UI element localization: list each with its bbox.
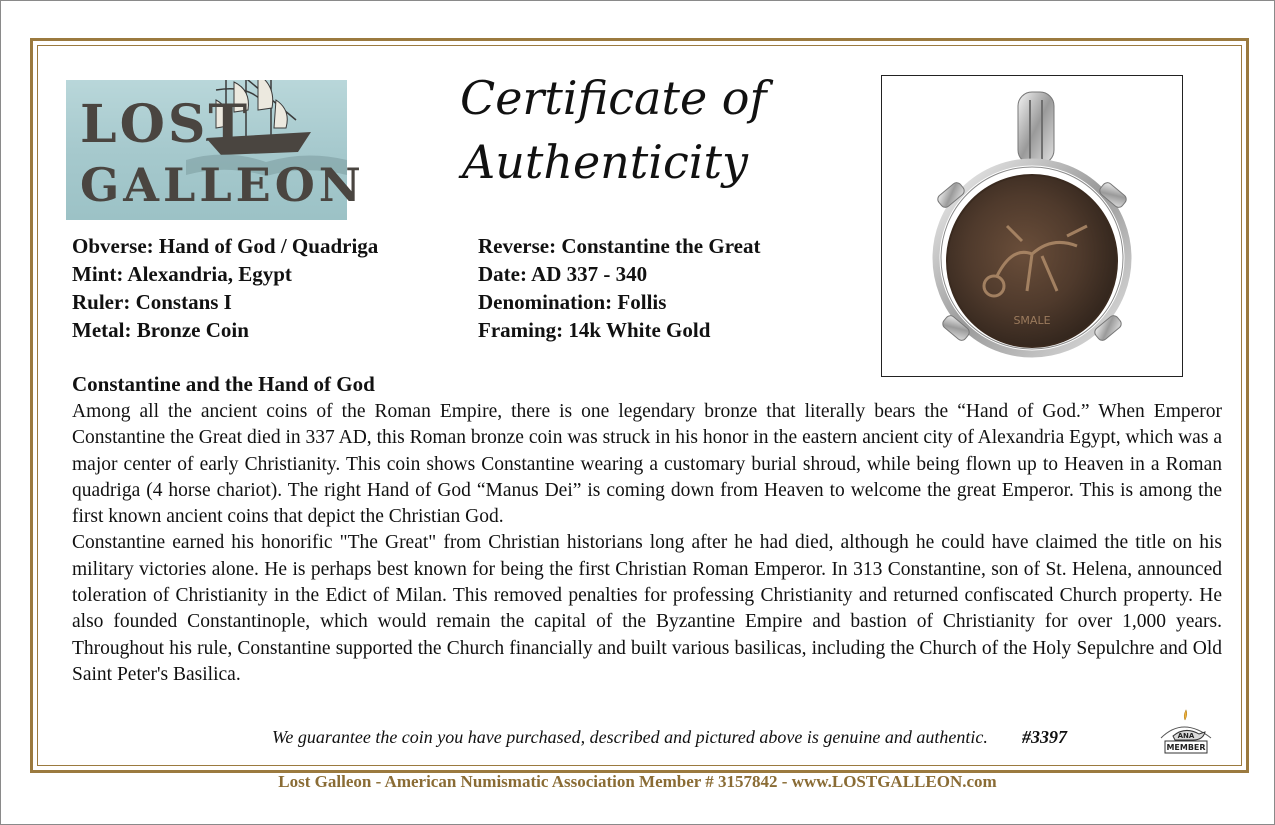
spec-metal: Metal: Bronze Coin: [72, 318, 249, 342]
specs-left-column: [72, 232, 378, 344]
spec-framing: Framing: 14k White Gold: [478, 318, 711, 342]
specs-right-column: [478, 232, 760, 344]
spec-obverse: Obverse: Hand of God / Quadriga: [72, 234, 379, 258]
certificate-number: #3397: [1022, 727, 1067, 747]
description-title: Constantine and the Hand of God: [72, 372, 375, 396]
spec-date: Date: AD 337 - 340: [478, 262, 648, 286]
logo-word-galleon: GALLEON: [80, 158, 365, 212]
ana-member-badge: [1153, 708, 1223, 763]
description-paragraph-1: Among all the ancient coins of the Roman Empire, there is one legendary bronze that literally bears the “Hand of God.” When Emperor Constantine the Great died in 337 AD, this Roman bronze coin was struck in his honor in the eastern ancient city of Alexandria Egypt, which was a major center of early Christianity. This coin shows Constantine wearing a customary burial shroud, while being flown up to Heaven in a Roman quadriga (4 horse chariot). The right Hand of God “Manus Dei” is coming down from Heaven to welcome the great Emperor. This is among the first known ancient coins that depict the Christian God.: [72, 401, 1222, 528]
ana-lamp-icon: [1153, 708, 1223, 758]
guarantee-statement: We guarantee the coin you have purchased, described and pictured above is genuine and authentic.: [272, 727, 988, 747]
footer-contact: Lost Galleon - American Numismatic Association Member # 3157842 - www.LOSTGALLEON.com: [278, 772, 997, 791]
title-line-2: Authenticity: [462, 135, 748, 189]
spec-denomination: Denomination: Follis: [478, 290, 667, 314]
logo-word-lost: LOST: [80, 94, 251, 155]
ana-badge-top-text: ANA: [1177, 732, 1195, 740]
svg-text:SMALE: SMALE: [1013, 314, 1051, 327]
description-body: [72, 399, 1222, 688]
lost-galleon-logo: [66, 80, 365, 220]
ana-badge-bottom-text: MEMBER: [1166, 743, 1206, 752]
title-line-1: Certificate of: [460, 71, 767, 125]
spec-reverse: Reverse: Constantine the Great: [478, 234, 761, 258]
spec-ruler: Ruler: Constans I: [72, 290, 232, 314]
description-paragraph-2: Constantine earned his honorific "The Great" from Christian historians long after he had died, although he could have claimed the title on his military victories alone. He is perhaps best known for being the first Christian Roman Emperor. In 313 Constantine, son of St. Helena, announced toleration of Christianity in the Edict of Milan. This removed penalties for professing Christianity and returned confiscated Church property. He also founded Constantinople, which would remain the capital of the Byzantine Empire and bastion of Christianity for over 1,000 years. Throughout his rule, Constantine supported the Church financially and built various basilicas, including the Church of the Holy Sepulchre and Old Saint Peter's Basilica.: [72, 532, 1222, 685]
coin-pendant-image: [882, 76, 1182, 376]
coin-photo: [881, 75, 1183, 377]
spec-mint: Mint: Alexandria, Egypt: [72, 262, 292, 286]
certificate-title: [460, 66, 790, 194]
